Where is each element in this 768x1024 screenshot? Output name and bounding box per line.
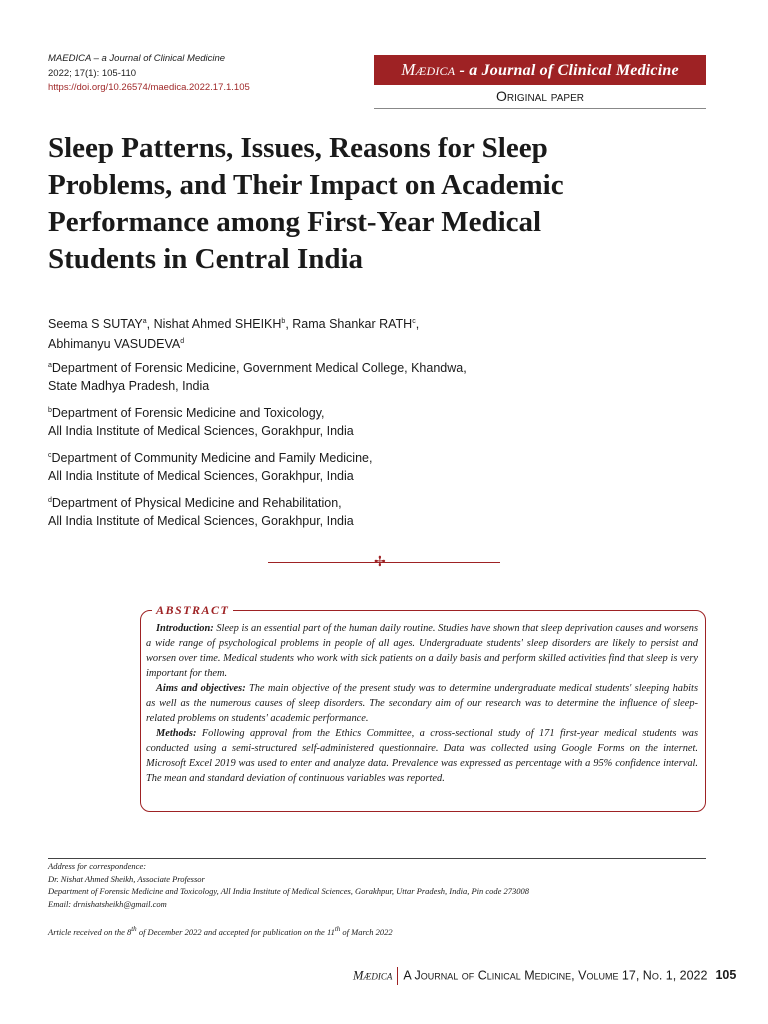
author-sup: c [412, 318, 416, 325]
abstract-section-label: Methods: [156, 728, 197, 739]
page-footer [353, 967, 736, 985]
affiliation [48, 492, 648, 530]
author-name: Abhimanyu VASUDEVA [48, 337, 181, 352]
abstract-aims [146, 681, 698, 726]
divider-ornament-icon: ✢ [374, 553, 386, 569]
affiliation [48, 402, 648, 440]
affiliation-line: All India Institute of Medical Sciences, Gorakhpur, India [48, 424, 354, 439]
affiliation-line: State Madhya Pradesh, India [48, 379, 210, 394]
abstract-introduction [146, 621, 698, 681]
doi-link[interactable]: https://doi.org/10.26574/maedica.2022.17.1.105 [48, 82, 250, 93]
author-name: , Nishat Ahmed SHEIKH [146, 317, 282, 332]
correspondence-heading: Address for correspondence: [48, 861, 147, 871]
abstract-heading: ABSTRACT [152, 603, 233, 617]
journal-line: MAEDICA – a Journal of Clinical Medicine [48, 53, 226, 64]
abstract-section-label: Introduction: [156, 623, 214, 634]
author-name: Seema S SUTAY [48, 317, 143, 332]
abstract-section-label: Aims and objectives: [156, 683, 246, 694]
citation-block [48, 52, 250, 96]
received-sup: th [131, 925, 137, 933]
author-sup: b [281, 318, 286, 325]
affiliation-line: Department of Physical Medicine and Rehabilitation, [51, 496, 342, 511]
page-number: 105 [715, 968, 737, 983]
journal-logo: Mædica [401, 60, 456, 79]
affiliation-line: All India Institute of Medical Sciences, Gorakhpur, India [48, 514, 354, 529]
received-text: Article received on the 8 [48, 926, 132, 937]
received-text: of March 2022 [340, 926, 393, 937]
correspondence-name: Dr. Nishat Ahmed Sheikh, Associate Professor [48, 873, 205, 884]
affiliation-line: Department of Forensic Medicine and Toxicology, [51, 406, 325, 421]
footer-journal: A Journal of Clinical Medicine, Volume 17, No. 1, 2022 [403, 968, 708, 983]
author-name: , Rama Shankar RATH [285, 317, 413, 332]
received-sup: th [334, 925, 341, 933]
affiliation-sup: b [48, 407, 52, 414]
footer-logo: Mædica [353, 968, 393, 983]
author-list [48, 313, 648, 353]
affiliation [48, 357, 648, 395]
received-text: of December 2022 and accepted for publication on the 11 [136, 926, 335, 937]
affiliation-line: All India Institute of Medical Sciences, Gorakhpur, India [48, 469, 354, 484]
author-sup: d [180, 338, 185, 346]
paper-type: Original paper [374, 88, 706, 109]
abstract-body [146, 621, 698, 786]
correspondence-block [48, 860, 706, 910]
banner-text: - a Journal of Clinical Medicine [455, 62, 679, 79]
abstract-section-text: The main objective of the present study was to determine undergraduate medical students' sleeping habits as well as the numerous causes of sleep disorders. The secondary aim of our research was to determine the influence of sleep-related problems on students' academic performance. [146, 683, 698, 724]
footer-separator [397, 967, 398, 985]
affiliation-line: Department of Forensic Medicine, Government Medical College, Khandwa, [51, 361, 467, 376]
abstract-section-text: Sleep is an essential part of the human daily routine. Studies have shown that sleep deprivation causes and worsens a wide range of psychological problems in people of all ages. Undergraduate students' sleep disorders are likely to persist and worsen over time. Medical students who work with sick patients on a daily basis and perform skilled activities find that sleep is very important for them. [146, 623, 698, 679]
author-sep: , [415, 317, 420, 332]
affiliation-sup: c [48, 452, 52, 459]
affiliation-sup: a [48, 362, 52, 369]
correspondence-email[interactable]: Email: drnishatsheikh@gmail.com [48, 898, 167, 909]
article-title: Sleep Patterns, Issues, Reasons for Sleep Problems, and Their Impact on Academic Performance among First-Year Medical Students in Central India [48, 132, 564, 275]
footnote-rule [48, 858, 706, 859]
affiliation-line: Department of Community Medicine and Family Medicine, [51, 451, 373, 466]
affiliation-sup: d [48, 497, 52, 504]
journal-banner [374, 55, 706, 85]
issue-line: 2022; 17(1): 105-110 [48, 67, 137, 79]
author-sup: a [142, 318, 147, 325]
abstract-methods [146, 726, 698, 786]
affiliation [48, 447, 648, 485]
abstract-section-text: Following approval from the Ethics Committee, a cross-sectional study of 171 first-year medical students was conducted using a semi-structured self-administered questionnaire. Data was collected using Google Forms on the internet. Microsoft Excel 2019 was used to enter and analyze data. Prevalence was expressed as percentage with a 95% confidence interval. The mean and standard deviation of continuous variables was reported. [146, 728, 698, 784]
correspondence-address: Department of Forensic Medicine and Toxicology, All India Institute of Medical Sciences, Gorakhpur, Uttar Pradesh, India, Pin code 273008 [48, 886, 530, 896]
received-note [48, 923, 706, 938]
